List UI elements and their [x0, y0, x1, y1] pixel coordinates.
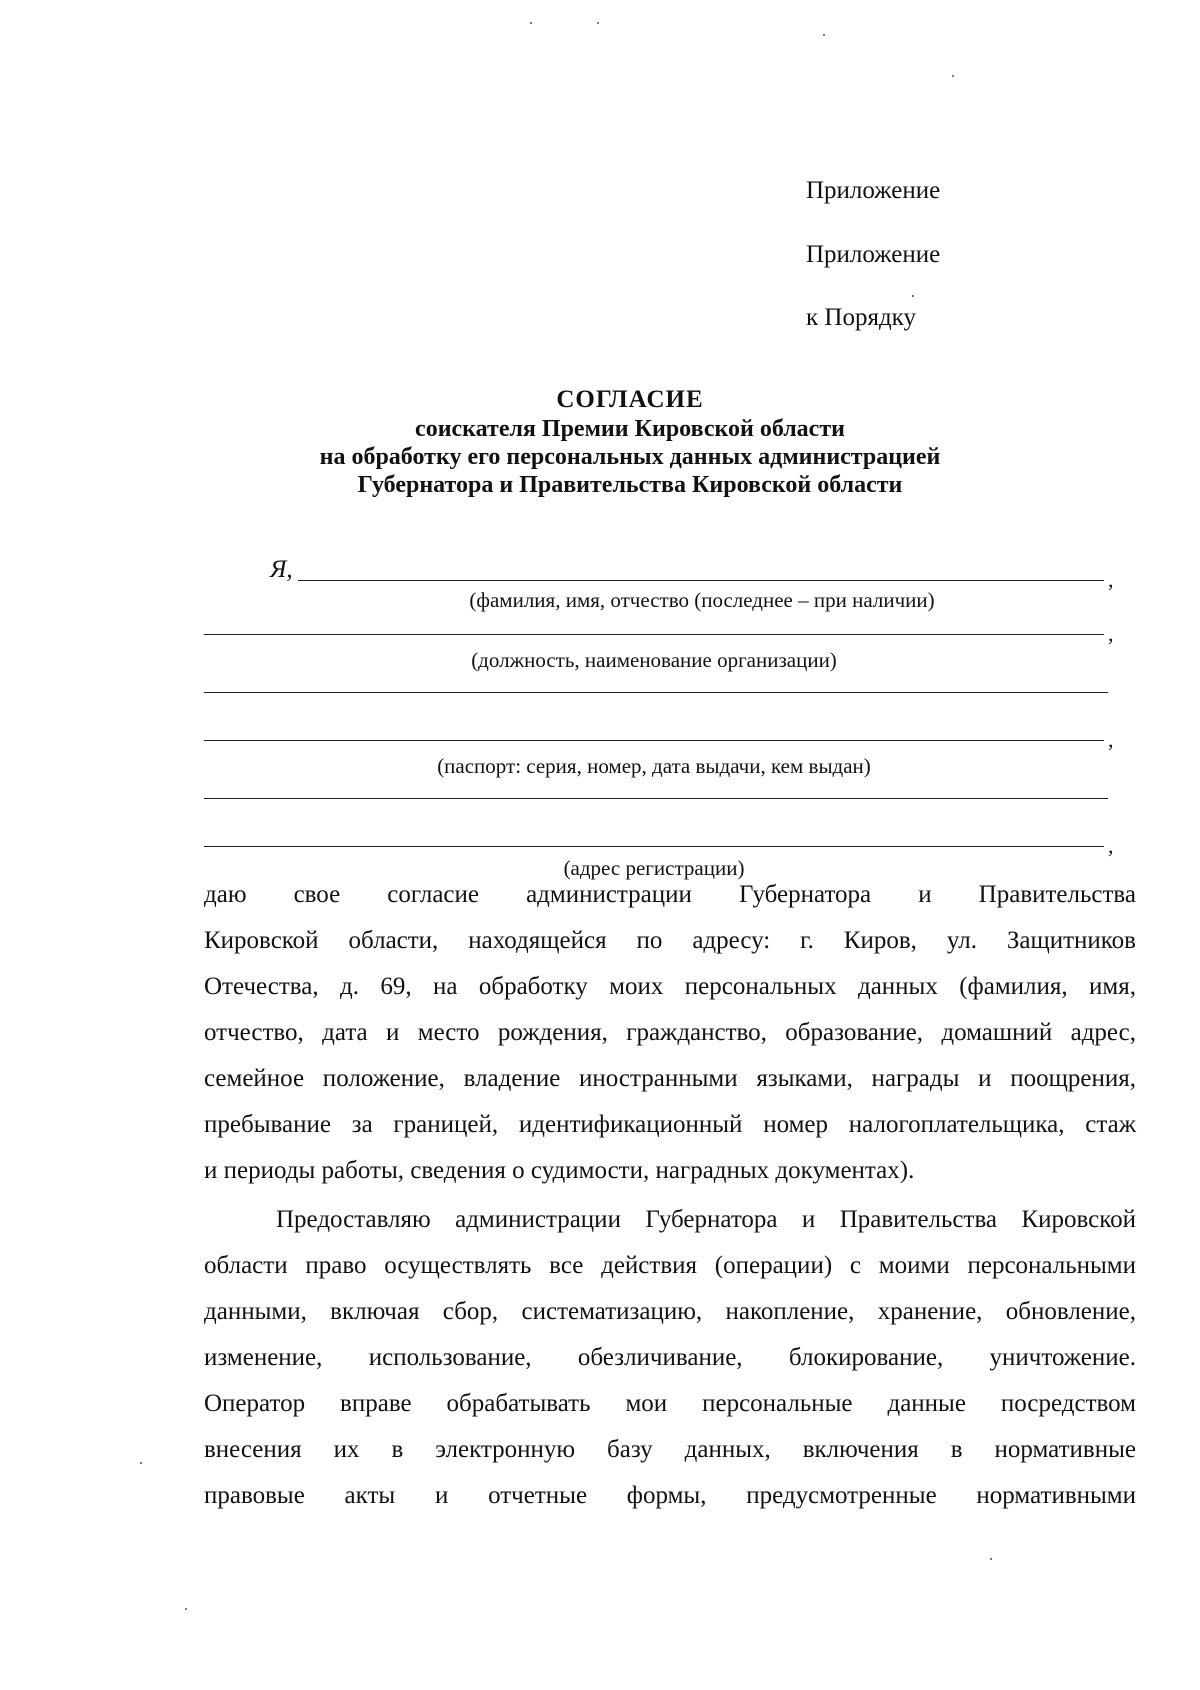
scan-speck — [140, 1462, 142, 1464]
appendix-label: Приложение — [806, 241, 941, 268]
paragraph-1-line: и периоды работы, сведения о судимости, наградных документах). — [204, 1157, 915, 1184]
paragraph-1-line: даю свое согласие администрации Губернатора и Правительства — [204, 881, 1136, 908]
position-field-label: (должность, наименование организации) — [471, 648, 837, 672]
title-main: СОГЛАСИЕ — [556, 386, 704, 413]
position-field-line[interactable] — [204, 632, 1104, 635]
field-comma: , — [1108, 727, 1114, 752]
paragraph-2-line: области право осуществлять все действия (операции) с моими персональными — [204, 1252, 1136, 1279]
passport-field-label: (паспорт: серия, номер, дата выдачи, кем выдан) — [437, 754, 871, 778]
paragraph-2-line: данными, включая сбор, систематизацию, накопление, хранение, обновление, — [204, 1298, 1136, 1325]
paragraph-1-line: отчество, дата и место рождения, гражданство, образование, домашний адрес, — [204, 1019, 1136, 1046]
title-line: Губернатора и Правительства Кировской области — [357, 472, 903, 498]
passport-field-line-2[interactable] — [204, 796, 1108, 799]
name-field-label: (фамилия, имя, отчество (последнее – при наличии) — [469, 588, 935, 612]
title-line: на обработку его персональных данных администрацией — [319, 444, 941, 470]
field-comma: , — [1108, 567, 1114, 592]
title-line: соискателя Премии Кировской области — [415, 416, 845, 442]
paragraph-2-line: Предоставляю администрации Губернатора и Правительства Кировской — [276, 1206, 1136, 1233]
field-comma: , — [1108, 621, 1114, 646]
address-field-label: (адрес регистрации) — [563, 856, 745, 880]
paragraph-2-line: Оператор вправе обрабатывать мои персональные данные посредством — [204, 1390, 1136, 1417]
paragraph-1-line: пребывание за границей, идентификационный номер налогоплательщика, стаж — [204, 1111, 1136, 1138]
position-field-line-2[interactable] — [204, 690, 1108, 693]
paragraph-2-line: правовые акты и отчетные формы, предусмотренные нормативными — [204, 1482, 1136, 1509]
scan-speck — [530, 22, 532, 24]
scan-speck — [990, 1558, 992, 1560]
scan-speck — [823, 34, 825, 36]
scan-speck — [912, 295, 914, 297]
paragraph-2-line: внесения их в электронную базу данных, включения в нормативные — [204, 1436, 1136, 1463]
address-field-line[interactable] — [204, 844, 1104, 847]
field-comma: , — [1108, 833, 1114, 858]
paragraph-1-line: семейное положение, владение иностранными языками, награды и поощрения, — [204, 1065, 1136, 1092]
form-prefix: Я, — [270, 556, 293, 583]
passport-field-line[interactable] — [204, 738, 1104, 741]
scan-speck — [185, 1608, 187, 1610]
paragraph-1-line: Кировской области, находящейся по адресу: г. Киров, ул. Защитников — [204, 927, 1136, 954]
scan-speck — [597, 22, 599, 24]
name-field-line[interactable] — [298, 578, 1104, 581]
scan-speck — [952, 75, 954, 77]
paragraph-2-line: изменение, использование, обезличивание, блокирование, уничтожение. — [204, 1344, 1136, 1371]
document-title — [200, 385, 1060, 499]
paragraph-1-line: Отечества, д. 69, на обработку моих персональных данных (фамилия, имя, — [204, 973, 1136, 1000]
appendix-reference: к Порядку — [806, 304, 916, 331]
appendix-label: Приложение — [806, 177, 941, 204]
